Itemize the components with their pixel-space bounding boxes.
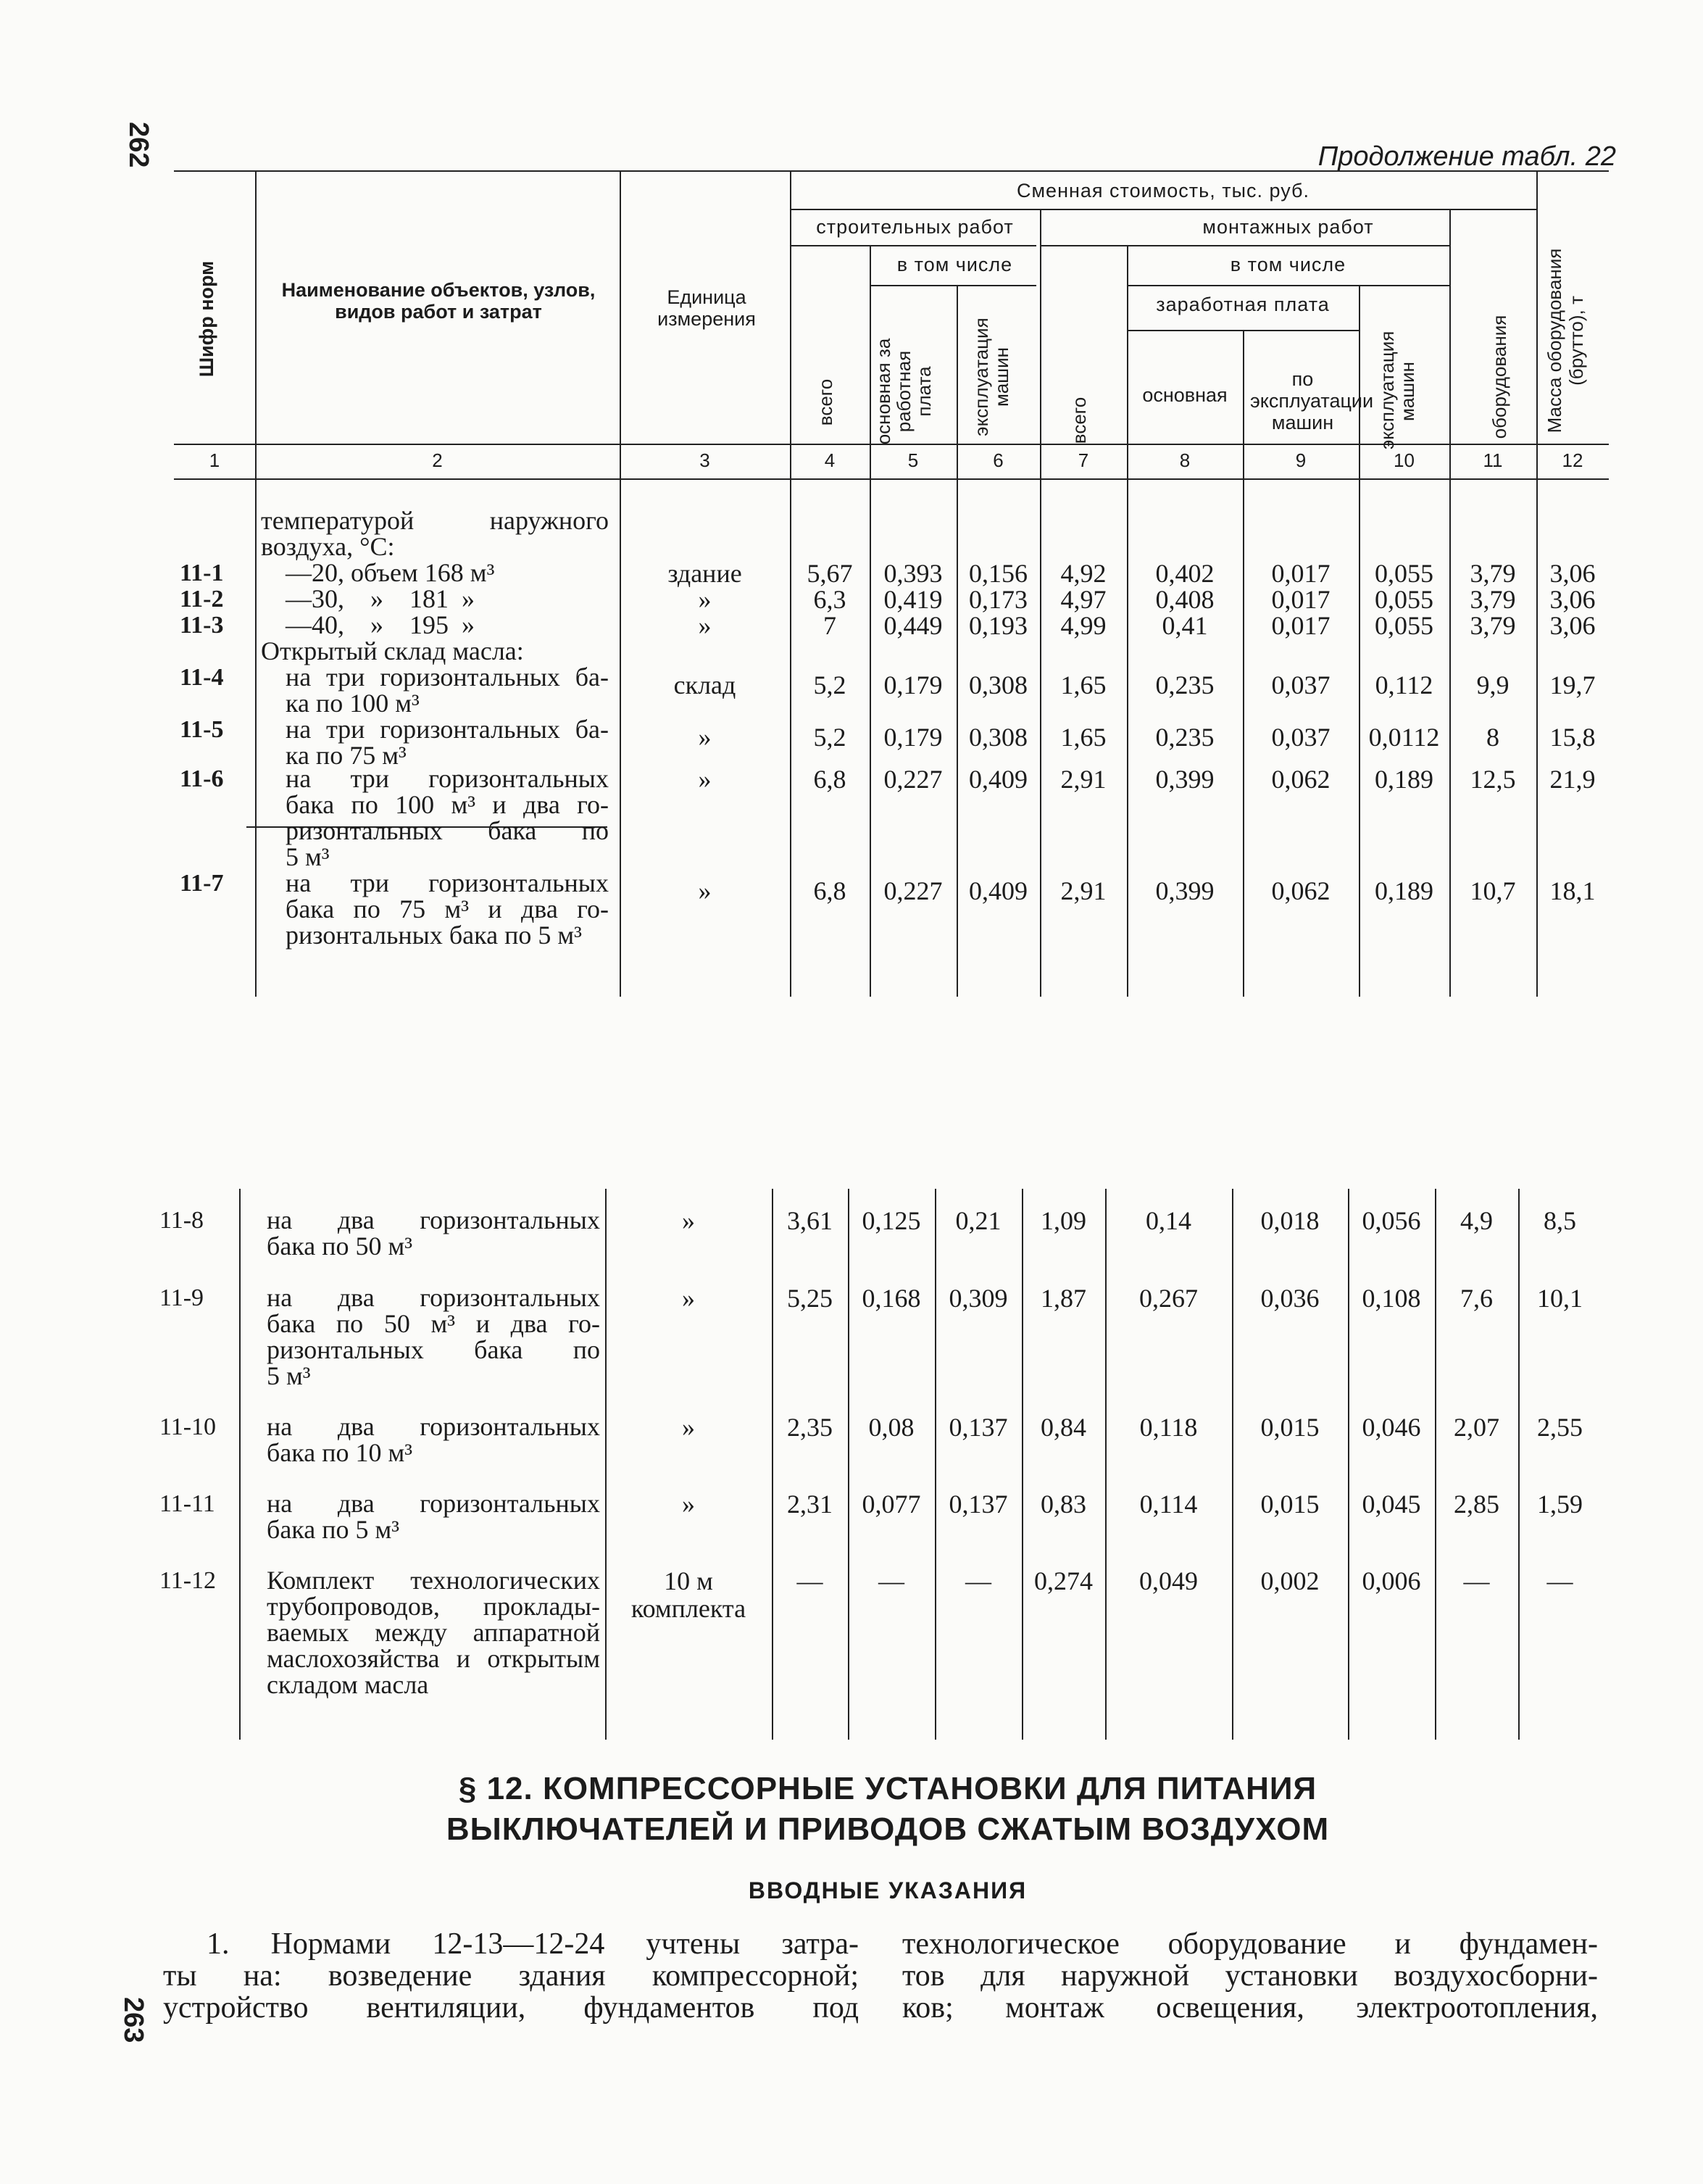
value-installation-machine-wage: 0,062: [1271, 876, 1331, 905]
item-description: [267, 1567, 600, 1698]
value-installation-total: 1,65: [1060, 723, 1107, 752]
value-construction-total: 5,25: [787, 1284, 833, 1313]
value-construction-total: 6,3: [813, 585, 846, 614]
value-installation-total: 1,09: [1041, 1206, 1086, 1235]
value-equipment: 3,79: [1470, 559, 1516, 588]
description-line: маслохозяйства и открытым: [267, 1644, 600, 1673]
value-mass: 8,5: [1544, 1206, 1576, 1235]
value-equipment: 3,79: [1470, 611, 1516, 640]
value-mass: 1,59: [1537, 1490, 1583, 1519]
colnum-6: 6: [993, 449, 1004, 471]
value-construction-total: 6,8: [813, 876, 846, 905]
header-construction: строительных работ: [816, 216, 1014, 238]
colnum-10: 10: [1394, 449, 1415, 471]
value-construction-machine: 0,193: [969, 611, 1028, 640]
colnum-4: 4: [824, 449, 836, 471]
value-installation-machine-wage: 0,002: [1260, 1566, 1320, 1595]
description-line: ризонтальных бака по: [267, 1335, 600, 1364]
value-installation-machine: 0,045: [1362, 1490, 1421, 1519]
value-installation-total: 0,274: [1034, 1566, 1093, 1595]
norm-code: 11-7: [180, 870, 224, 897]
norm-code: 11-12: [159, 1567, 217, 1594]
value-construction-base-wage: 0,449: [883, 611, 943, 640]
value-installation-machine-wage: 0,017: [1271, 585, 1331, 614]
value-mass: 3,06: [1549, 585, 1596, 614]
unit-of-measure: »: [698, 765, 712, 794]
value-installation-base-wage: 0,41: [1162, 611, 1208, 640]
value-construction-total: 3,61: [787, 1206, 833, 1235]
header-total-installation: всего: [1068, 396, 1090, 444]
norm-code: 11-9: [159, 1284, 204, 1311]
value-installation-total: 4,99: [1060, 611, 1107, 640]
colnum-9: 9: [1295, 449, 1307, 471]
description-line: ризонтальных бака по: [286, 816, 609, 845]
description-line: на три горизонтальных: [286, 868, 609, 897]
description-line: на два горизонтальных: [267, 1283, 600, 1312]
value-mass: 19,7: [1549, 670, 1596, 699]
item-description: [261, 612, 609, 638]
value-construction-machine: 0,137: [949, 1413, 1008, 1442]
value-installation-machine: 0,006: [1362, 1566, 1421, 1595]
body-text-right-column: технологическое оборудование и фундамен- тов для наружной установки воздухосборни- ков; монтаж освещения, электроотопления,: [902, 1927, 1598, 2025]
value-construction-machine: 0,173: [969, 585, 1028, 614]
value-installation-machine: 0,055: [1375, 611, 1433, 640]
value-construction-machine: 0,409: [969, 876, 1028, 905]
value-construction-total: 6,8: [813, 765, 846, 794]
description-line: —20, объем 168 м³: [286, 558, 495, 587]
value-installation-machine-wage: 0,015: [1260, 1490, 1320, 1519]
unit-of-measure: »: [698, 876, 712, 905]
value-equipment: 10,7: [1470, 876, 1516, 905]
value-installation-machine: 0,0112: [1368, 723, 1440, 752]
value-construction-base-wage: 0,419: [883, 585, 943, 614]
header-machine-installation: эксплуатация машин: [1376, 331, 1418, 449]
description-line: 5 м³: [286, 842, 330, 871]
item-description: [261, 870, 609, 948]
description-line: бака по 75 м³ и два го-: [286, 894, 609, 923]
unit-of-measure: здание: [667, 559, 742, 588]
value-construction-base-wage: —: [878, 1566, 904, 1595]
norm-code: 11-8: [159, 1207, 204, 1234]
value-mass: 21,9: [1549, 765, 1596, 794]
header-total-construction: всего: [815, 378, 836, 426]
header-mass: Масса оборудования (брутто), т: [1544, 248, 1587, 433]
value-equipment: 2,07: [1454, 1413, 1499, 1442]
description-line: бака по 10 м³: [267, 1438, 413, 1467]
value-installation-machine-wage: 0,062: [1271, 765, 1331, 794]
header-wage: заработная плата: [1156, 294, 1330, 315]
description-line: бака по 50 м³: [267, 1232, 413, 1261]
item-description: [267, 1413, 600, 1466]
colnum-5: 5: [907, 449, 919, 471]
value-construction-base-wage: 0,08: [868, 1413, 915, 1442]
value-equipment: 2,85: [1454, 1490, 1499, 1519]
value-installation-machine-wage: 0,037: [1271, 723, 1331, 752]
colnum-7: 7: [1078, 449, 1089, 471]
norm-code: 11-2: [180, 586, 224, 613]
value-construction-base-wage: 0,179: [883, 723, 943, 752]
value-installation-base-wage: 0,235: [1155, 723, 1215, 752]
value-construction-base-wage: 0,077: [862, 1490, 921, 1519]
header-name: Наименование объектов, узлов, видов работ и затрат: [281, 279, 596, 323]
description-line: складом масла: [267, 1670, 429, 1699]
item-description: [267, 1207, 600, 1259]
value-equipment: 8: [1486, 723, 1499, 752]
value-installation-total: 1,65: [1060, 670, 1107, 699]
value-installation-base-wage: 0,114: [1139, 1490, 1198, 1519]
description-line: —30, » 181 »: [286, 584, 475, 613]
colnum-11: 11: [1483, 449, 1503, 471]
value-installation-base-wage: 0,399: [1155, 876, 1215, 905]
item-description: [267, 1490, 600, 1542]
value-mass: 2,55: [1537, 1413, 1583, 1442]
value-installation-machine: 0,056: [1362, 1206, 1421, 1235]
value-installation-total: 4,92: [1060, 559, 1107, 588]
section-subtitle: ВВОДНЫЕ УКАЗАНИЯ: [748, 1877, 1028, 1903]
table-continuation-label: Продолжение табл. 22: [1317, 141, 1616, 172]
value-construction-total: 2,35: [787, 1413, 833, 1442]
value-construction-machine: 0,409: [969, 765, 1028, 794]
page-number-top: 262: [123, 122, 154, 168]
description-line: ка по 75 м³: [286, 741, 407, 770]
value-installation-base-wage: 0,14: [1146, 1206, 1191, 1235]
value-construction-total: 7: [823, 611, 836, 640]
header-machine-construction: эксплуатация машин: [970, 317, 1012, 436]
unit-of-measure: »: [698, 585, 712, 614]
colnum-2: 2: [432, 449, 443, 471]
value-construction-machine: 0,309: [949, 1284, 1008, 1313]
value-mass: 3,06: [1549, 559, 1596, 588]
unit-of-measure: »: [682, 1490, 695, 1519]
unit-of-measure: склад: [673, 670, 736, 699]
value-construction-base-wage: 0,179: [883, 670, 943, 699]
norm-code: 11-3: [180, 612, 224, 639]
header-unit: Единица измерения: [657, 286, 756, 330]
value-installation-machine: 0,108: [1362, 1284, 1421, 1313]
value-installation-machine: 0,046: [1362, 1413, 1421, 1442]
value-mass: —: [1546, 1566, 1573, 1595]
value-mass: 3,06: [1549, 611, 1596, 640]
value-construction-machine: 0,21: [955, 1206, 1002, 1235]
value-construction-total: 2,31: [787, 1490, 833, 1519]
description-line: Комплект технологических: [267, 1566, 600, 1595]
value-mass: 15,8: [1549, 723, 1596, 752]
value-construction-total: 5,2: [813, 723, 846, 752]
unit-of-measure: »: [698, 611, 712, 640]
item-description: [261, 664, 609, 716]
value-mass: 10,1: [1537, 1284, 1583, 1313]
description-line: бака по 100 м³ и два го-: [286, 790, 609, 819]
value-equipment: 9,9: [1476, 670, 1510, 699]
description-line: на два горизонтальных: [267, 1412, 600, 1441]
value-installation-machine: 0,055: [1375, 585, 1433, 614]
unit-of-measure: »: [682, 1284, 695, 1313]
header-incl-construction: в том числе: [896, 254, 1013, 275]
value-construction-base-wage: 0,227: [883, 876, 943, 905]
description-line: на три горизонтальных ба-: [286, 715, 609, 744]
unit-of-measure: 10 м комплекта: [630, 1566, 746, 1623]
norm-code: 11-4: [180, 664, 224, 691]
description-line: 5 м³: [267, 1361, 311, 1390]
value-construction-total: 5,2: [813, 670, 846, 699]
norm-code: 11-6: [180, 765, 224, 792]
norm-code: 11-10: [159, 1413, 217, 1440]
description-line: на три горизонтальных ба-: [286, 663, 609, 692]
value-construction-machine: —: [965, 1566, 991, 1595]
value-construction-total: 5,67: [807, 559, 853, 588]
value-installation-total: 4,97: [1060, 585, 1107, 614]
value-installation-machine: 0,189: [1375, 876, 1433, 905]
value-installation-machine-wage: 0,037: [1271, 670, 1331, 699]
header-equipment: оборудования: [1488, 315, 1510, 439]
norm-code: 11-1: [180, 560, 224, 586]
value-installation-machine-wage: 0,015: [1260, 1413, 1320, 1442]
norm-code: 11-5: [180, 716, 224, 743]
unit-of-measure: »: [682, 1413, 695, 1442]
description-line: трубопроводов, проклады-: [267, 1592, 600, 1621]
value-construction-machine: 0,137: [949, 1490, 1008, 1519]
header-incl-installation: в том числе: [1230, 254, 1346, 275]
body-text-left-column: 1. Нормами 12-13—12-24 учтены затра- ты на: возведение здания компрессорной; устройство вентиляции, фундаментов под: [163, 1927, 859, 2025]
value-installation-total: 1,87: [1041, 1284, 1086, 1313]
header-cost: Сменная стоимость, тыс. руб.: [1017, 180, 1309, 202]
item-description: [267, 1284, 600, 1389]
section-title: § 12. КОМПРЕССОРНЫЕ УСТАНОВКИ ДЛЯ ПИТАНИЯ ВЫКЛЮЧАТЕЛЕЙ И ПРИВОДОВ СЖАТЫМ ВОЗДУХОМ: [446, 1771, 1330, 1847]
value-equipment: 7,6: [1460, 1284, 1493, 1313]
value-equipment: 4,9: [1460, 1206, 1493, 1235]
value-equipment: —: [1463, 1566, 1490, 1595]
unit-of-measure: »: [698, 723, 712, 752]
colnum-8: 8: [1179, 449, 1191, 471]
value-installation-base-wage: 0,049: [1139, 1566, 1198, 1595]
page-number-bottom: 263: [118, 1997, 149, 2043]
value-installation-base-wage: 0,235: [1155, 670, 1215, 699]
item-description: [261, 586, 609, 612]
value-installation-total: 0,83: [1041, 1490, 1086, 1519]
value-installation-machine-wage: 0,017: [1271, 559, 1331, 588]
colnum-1: 1: [209, 449, 220, 471]
value-installation-machine: 0,189: [1375, 765, 1433, 794]
header-base-installation: основная: [1142, 384, 1228, 406]
value-equipment: 12,5: [1470, 765, 1516, 794]
description-line: Открытый склад масла:: [261, 636, 524, 665]
item-description: [261, 716, 609, 768]
header-base-wage: основная за работная плата: [873, 338, 935, 445]
header-code: Шифр норм: [196, 260, 217, 378]
description-line: ка по 100 м³: [286, 689, 420, 718]
value-installation-machine-wage: 0,017: [1271, 611, 1331, 640]
value-equipment: 3,79: [1470, 585, 1516, 614]
item-description: [261, 560, 609, 586]
value-construction-base-wage: 0,125: [862, 1206, 921, 1235]
description-line: —40, » 195 »: [286, 610, 475, 639]
description-line: бака по 5 м³: [267, 1515, 400, 1544]
value-construction-base-wage: 0,168: [862, 1284, 921, 1313]
item-description: [261, 765, 609, 870]
value-installation-base-wage: 0,408: [1155, 585, 1215, 614]
value-construction-base-wage: 0,393: [883, 559, 943, 588]
value-installation-base-wage: 0,402: [1155, 559, 1215, 588]
value-installation-machine: 0,112: [1375, 670, 1433, 699]
value-installation-base-wage: 0,118: [1139, 1413, 1198, 1442]
description-line: на три горизонтальных: [286, 764, 609, 793]
value-installation-total: 2,91: [1060, 765, 1107, 794]
value-mass: 18,1: [1549, 876, 1596, 905]
value-construction-machine: 0,308: [969, 723, 1028, 752]
header-installation: монтажных работ: [1202, 216, 1374, 238]
value-installation-base-wage: 0,399: [1155, 765, 1215, 794]
colnum-12: 12: [1562, 449, 1583, 471]
unit-of-measure: »: [682, 1206, 695, 1235]
header-machine-operation-wage: по эксплуатации машин: [1250, 368, 1374, 433]
value-installation-machine-wage: 0,018: [1260, 1206, 1320, 1235]
intro-description: температурой наружного воздуха, °С:: [261, 506, 609, 561]
value-construction-base-wage: 0,227: [883, 765, 943, 794]
value-installation-total: 2,91: [1060, 876, 1107, 905]
description-line: бака по 50 м³ и два го-: [267, 1309, 600, 1338]
value-installation-base-wage: 0,267: [1139, 1284, 1198, 1313]
value-installation-total: 0,84: [1041, 1413, 1086, 1442]
item-description: [261, 638, 609, 664]
description-line: на два горизонтальных: [267, 1205, 600, 1234]
colnum-3: 3: [699, 449, 710, 471]
value-construction-total: —: [796, 1566, 823, 1595]
value-installation-machine-wage: 0,036: [1260, 1284, 1320, 1313]
value-construction-machine: 0,308: [969, 670, 1028, 699]
value-construction-machine: 0,156: [969, 559, 1028, 588]
description-line: ваемых между аппаратной: [267, 1618, 600, 1647]
norm-code: 11-11: [159, 1490, 215, 1517]
description-line: на два горизонтальных: [267, 1489, 600, 1518]
description-line: ризонтальных бака по 5 м³: [286, 921, 582, 950]
value-installation-machine: 0,055: [1375, 559, 1433, 588]
